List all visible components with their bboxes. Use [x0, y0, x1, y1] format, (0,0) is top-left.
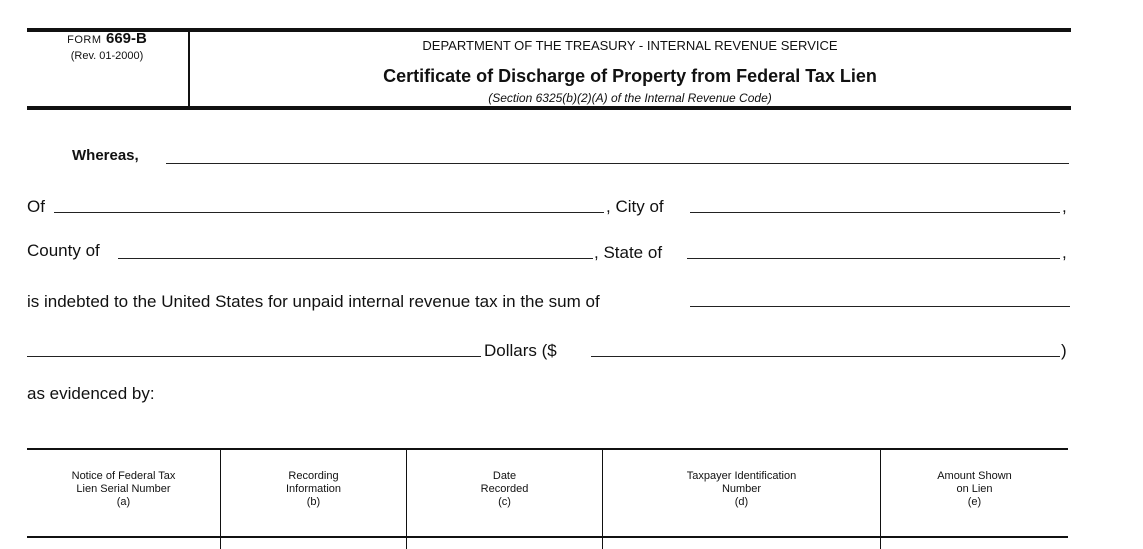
- column-header-d: [603, 470, 880, 509]
- column-header-line: Amount Shown: [937, 470, 1012, 482]
- column-header-line: Information: [285, 483, 342, 495]
- column-header-e: [881, 470, 1068, 509]
- evidenced-by-label: as evidenced by:: [27, 384, 155, 403]
- table-header-bottom-rule: [27, 536, 1068, 538]
- dollars-words-field[interactable]: [27, 356, 481, 357]
- state-comma: ,: [1062, 243, 1067, 262]
- column-header-line: Recording: [288, 470, 339, 482]
- of-field[interactable]: [54, 212, 604, 213]
- state-field[interactable]: [687, 258, 1060, 259]
- header-bottom-rule: [27, 106, 1071, 110]
- city-field[interactable]: [690, 212, 1060, 213]
- of-label: Of: [27, 197, 45, 216]
- column-header-letter: (b): [306, 496, 321, 508]
- form-label: FORM: [67, 34, 102, 46]
- form-subtitle: (Section 6325(b)(2)(A) of the Internal Revenue Code): [488, 91, 772, 105]
- column-header-line: on Lien: [956, 483, 993, 495]
- dollars-label: Dollars ($: [484, 341, 557, 360]
- column-header-letter: (e): [967, 496, 982, 508]
- county-field[interactable]: [118, 258, 593, 259]
- column-header-a: [27, 470, 220, 509]
- column-header-letter: (a): [116, 496, 131, 508]
- column-header-line: Notice of Federal Tax: [71, 470, 176, 482]
- whereas-label: Whereas,: [72, 147, 139, 164]
- indebted-text: is indebted to the United States for unpaid internal revenue tax in the sum of: [27, 292, 600, 311]
- column-header-letter: (c): [498, 496, 511, 508]
- city-comma: ,: [1062, 197, 1067, 216]
- column-header-b: [221, 470, 406, 509]
- column-header-letter: (d): [734, 496, 749, 508]
- column-header-c: [407, 470, 602, 509]
- column-header-line: Taxpayer Identification: [686, 470, 797, 482]
- form-title: Certificate of Discharge of Property from Federal Tax Lien: [383, 66, 877, 86]
- column-header-line: Recorded: [480, 483, 529, 495]
- sum-field[interactable]: [690, 306, 1070, 307]
- column-header-line: Lien Serial Number: [76, 483, 171, 495]
- dollars-amount-field[interactable]: [591, 356, 1060, 357]
- whereas-field[interactable]: [166, 163, 1069, 164]
- form-number: 669-B: [105, 30, 147, 47]
- column-header-line: Date: [492, 470, 517, 482]
- table-top-rule: [27, 448, 1068, 450]
- dollars-close-paren: ): [1061, 341, 1067, 360]
- form-revision: (Rev. 01-2000): [70, 50, 144, 62]
- form-id-block: [27, 30, 187, 62]
- column-header-line: Number: [721, 483, 762, 495]
- department-heading: DEPARTMENT OF THE TREASURY - INTERNAL REVENUE SERVICE: [422, 38, 838, 53]
- city-label: , City of: [606, 197, 664, 216]
- county-label: County of: [27, 241, 100, 260]
- state-label: , State of: [594, 243, 663, 262]
